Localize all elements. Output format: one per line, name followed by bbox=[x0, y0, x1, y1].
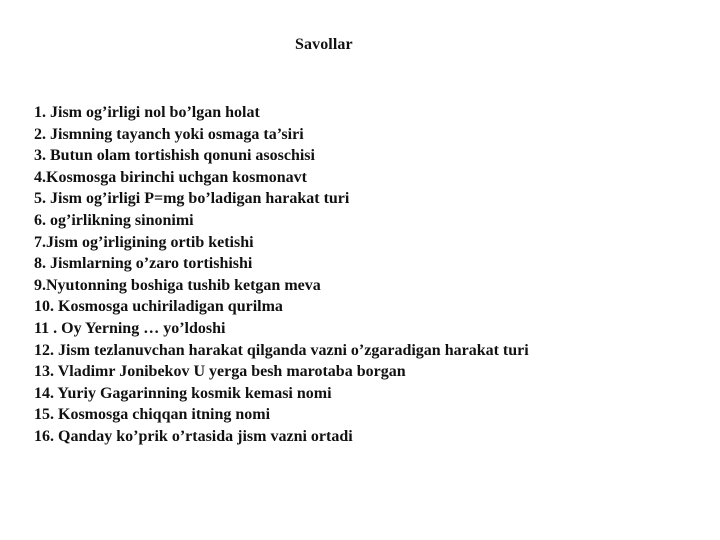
question-item: 11 . Oy Yerning … yo’ldoshi bbox=[34, 319, 226, 337]
question-item: 7.Jism og’irligining ortib ketishi bbox=[34, 233, 254, 251]
question-item: 6. og’irlikning sinonimi bbox=[34, 211, 194, 229]
question-item: 4.Kosmosga birinchi uchgan kosmonavt bbox=[34, 168, 307, 186]
question-item: 5. Jism og’irligi P=mg bo’ladigan harakat turi bbox=[34, 190, 350, 208]
question-item: 13. Vladimr Jonibekov U yerga besh marotaba borgan bbox=[34, 363, 406, 381]
question-item: 14. Yuriy Gagarinning kosmik kemasi nomi bbox=[34, 384, 332, 402]
question-item: 16. Qanday ko’prik o’rtasida jism vazni ortadi bbox=[34, 427, 353, 445]
question-item: 10. Kosmosga uchiriladigan qurilma bbox=[34, 298, 283, 316]
question-item: 8. Jismlarning o’zaro tortishishi bbox=[34, 255, 253, 273]
question-item: 9.Nyutonning boshiga tushib ketgan meva bbox=[34, 276, 321, 294]
question-item: 1. Jism og’irligi nol bo’lgan holat bbox=[34, 104, 260, 121]
question-item: 2. Jismning tayanch yoki osmaga ta’siri bbox=[34, 125, 304, 143]
question-item: 3. Butun olam tortishish qonuni asoschisi bbox=[34, 147, 315, 165]
question-item: 15. Kosmosga chiqqan itning nomi bbox=[34, 406, 271, 424]
question-item: 12. Jism tezlanuvchan harakat qilganda vazni o’zgaradigan harakat turi bbox=[34, 341, 529, 359]
page-title: Savollar bbox=[295, 36, 353, 53]
questions-list bbox=[34, 102, 529, 448]
